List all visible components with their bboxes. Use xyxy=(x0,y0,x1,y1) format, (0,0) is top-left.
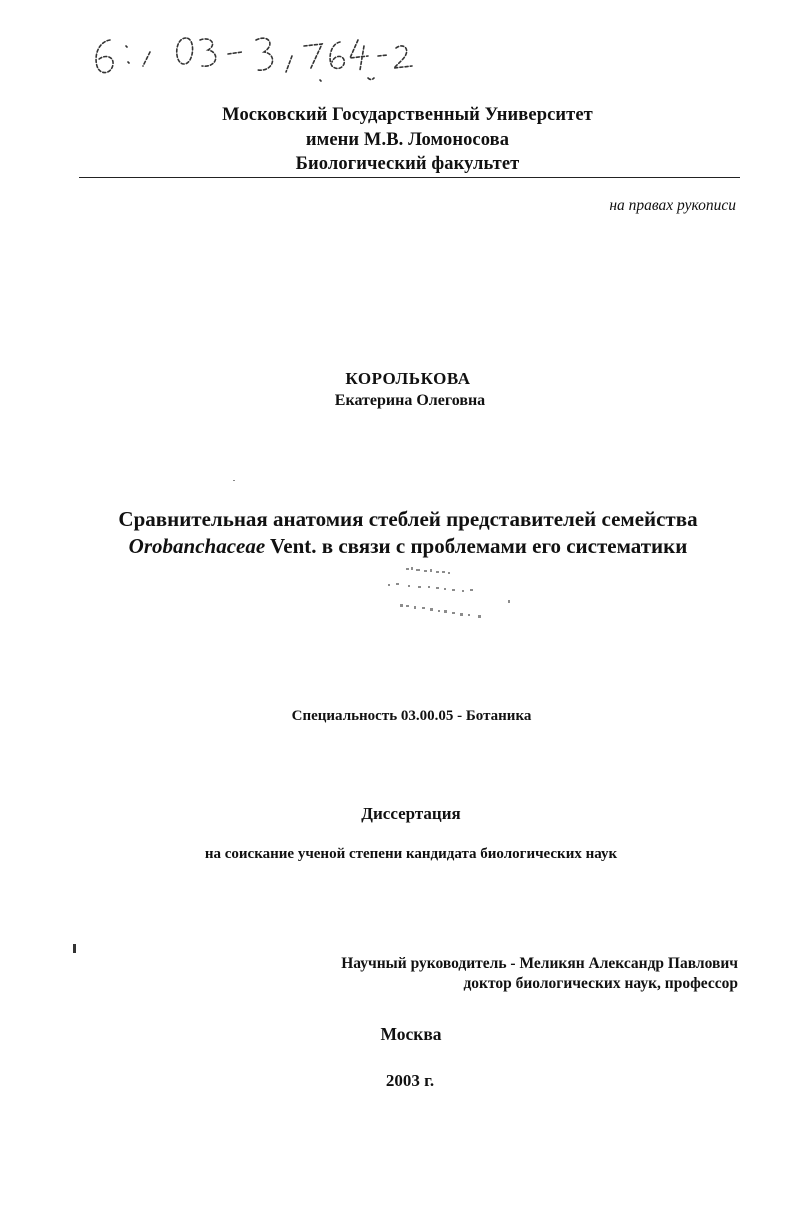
year: 2003 г. xyxy=(385,1071,435,1090)
faculty-name: Биологический факультет xyxy=(295,154,520,174)
scan-speck xyxy=(73,944,76,953)
library-stamp xyxy=(378,560,518,622)
university-named-after: имени М.В. Ломоносова xyxy=(305,130,510,150)
scan-speck xyxy=(233,480,235,481)
university-name: Московский Государственный Университет xyxy=(222,105,593,125)
city: Москва xyxy=(380,1024,442,1044)
handwritten-archive-number xyxy=(88,26,418,88)
supervisor-name: Научный руководитель - Меликян Александр Павлович xyxy=(341,955,738,972)
supervisor-title: доктор биологических наук, профессор xyxy=(463,975,738,992)
title-line-2-rest: Vent. в связи с проблемами его систематики xyxy=(265,534,688,558)
dissertation-title-line-2 xyxy=(0,534,797,559)
specialty: Специальность 03.00.05 - Ботаника xyxy=(291,708,532,724)
degree-statement: на соискание ученой степени кандидата биологических наук xyxy=(204,846,618,862)
manuscript-note: на правах рукописи xyxy=(609,197,736,214)
document-type: Диссертация xyxy=(361,804,461,823)
author-given-names: Екатерина Олеговна xyxy=(334,392,486,409)
family-name-italic: Orobanchaceae xyxy=(128,534,266,558)
author-surname: КОРОЛЬКОВА xyxy=(345,369,471,388)
dissertation-title-line-1: Сравнительная анатомия стеблей представителей семейства xyxy=(118,507,698,531)
header-divider xyxy=(79,177,740,178)
